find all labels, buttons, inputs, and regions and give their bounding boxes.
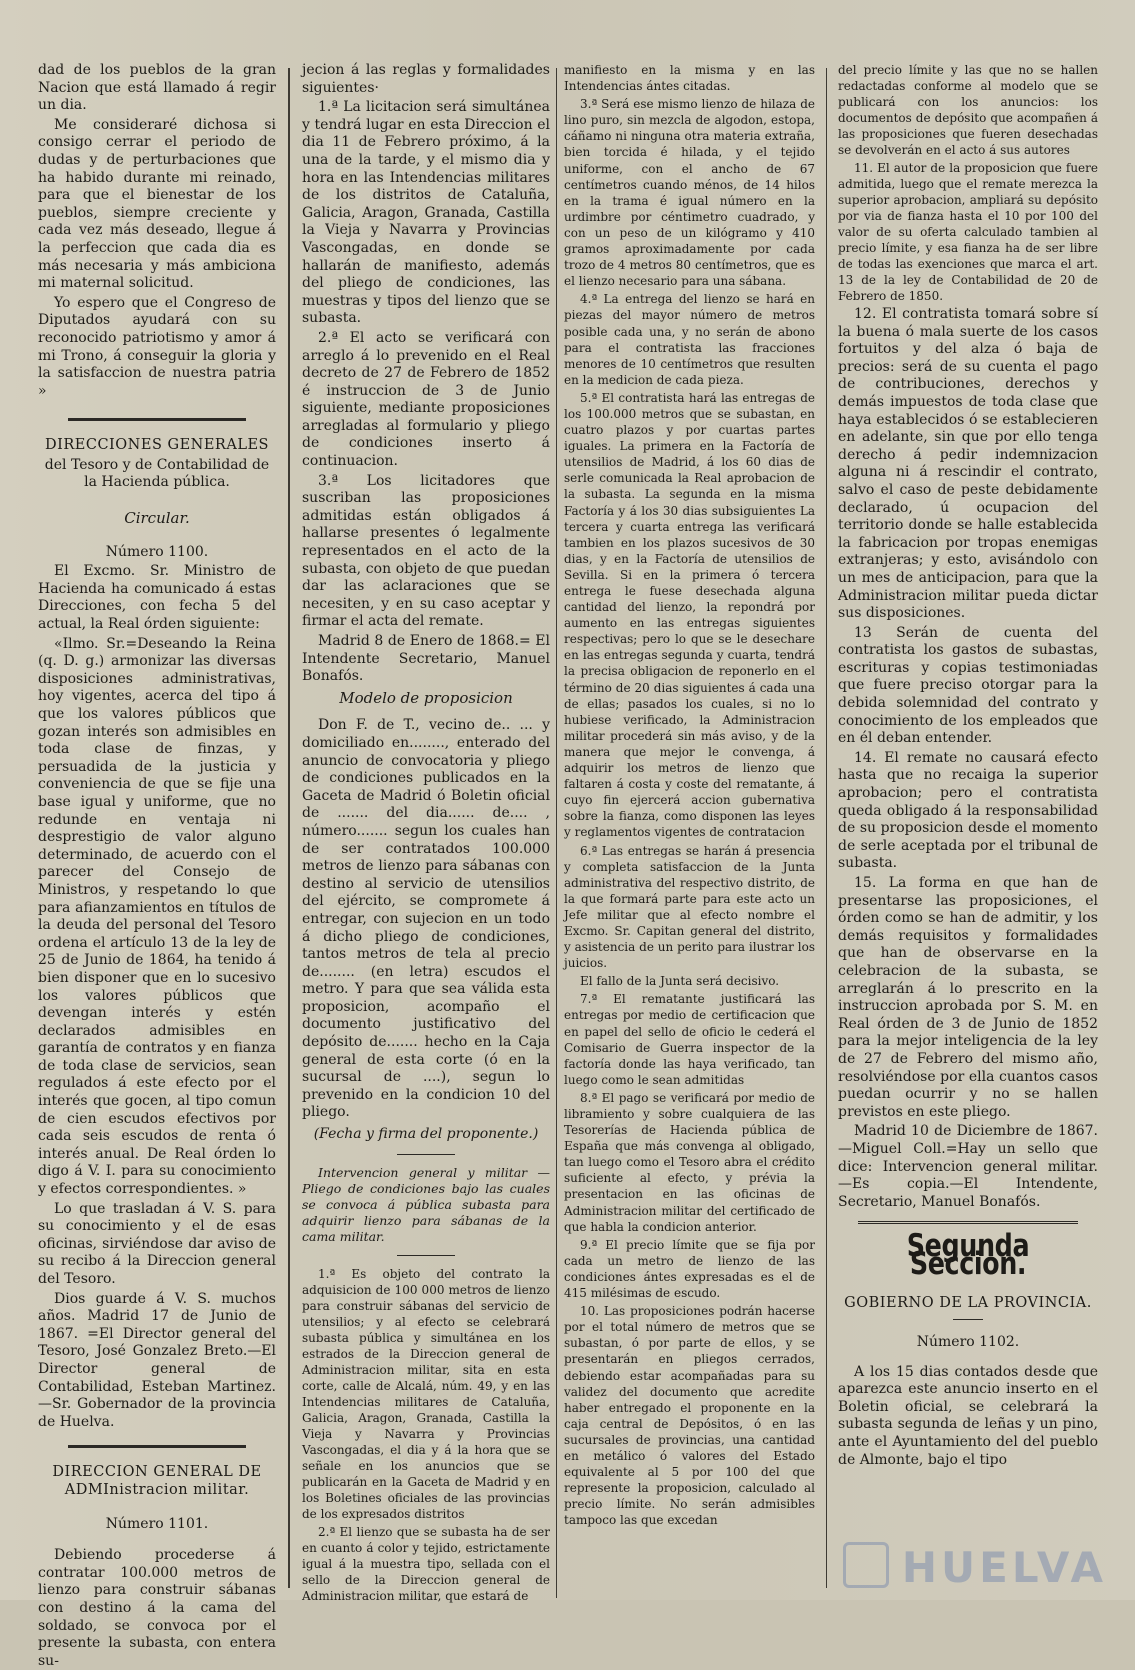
paragraph: 14. El remate no causará efecto hasta que no recaiga la superior aprobacion; pero el contratista queda obligado á la responsabilidad de su proposicion desde el momento de serle aceptada por el tribunal de subasta.: [838, 749, 1098, 872]
paragraph: 2.ª El acto se verificará con arreglo á lo prevenido en el Real decreto de 27 de Febrero de 1852 é instruccion de 3 de Junio siguiente, mediante proposiciones arregladas al formulario y pliego de condiciones inserto á continuacion.: [302, 329, 550, 470]
paragraph: Lo que trasladan á V. S. para su conocimiento y el de esas oficinas, sirviéndose dar aviso de su recibo á la Direccion general del Tesoro.: [38, 1200, 276, 1287]
column-4: [838, 62, 1098, 1592]
section-heading: GOBIERNO DE LA PROVINCIA.: [844, 1295, 1092, 1312]
section-heading: DIRECCION GENERAL DE ADMInistracion militar.: [52, 1464, 262, 1498]
paragraph: dad de los pueblos de la gran Nacion que está llamado á regir un dia.: [38, 62, 276, 114]
paragraph: 1.ª Es objeto del contrato la adquisicion de 100 000 metros de lienzo para construir sábanas del servicio de utensilios; y al efecto se celebrará subasta pública y simultánea en los estrados de la Direccion general de Administracion militar, sita en esta corte, calle de Alcalá, núm. 49, y en las Intendencias militares de Cataluña, Galicia, Aragon, Granada, Castilla la Vieja y Navarra y Provincias Vascongadas, el dia y á la hora que se señale en los anuncios que se publicarán en la Gaceta de Madrid y en los Boletines oficiales de las provincias de los expresados distritos: [302, 1266, 550, 1521]
column-divider: [826, 68, 827, 1588]
archive-logo-icon: [843, 1542, 889, 1588]
section-heading: DIRECCIONES GENERALES: [45, 437, 269, 454]
section-rule: [68, 418, 246, 421]
section-subheading: del Tesoro y de Contabilidad de la Hacienda pública.: [44, 456, 270, 491]
paragraph: A los 15 dias contados desde que aparezca este anuncio inserto en el Boletin oficial, se celebrará la subasta segunda de leñas y un pino, ante el Ayuntamiento del del pueblo de Almonte, bajo el tipo: [838, 1363, 1098, 1468]
paragraph: 9.ª El precio límite que se fija por cada un metro de lienzo de las condiciones ántes expresadas es el de 415 milésimas de escudo.: [564, 1237, 815, 1301]
paragraph: El Excmo. Sr. Ministro de Hacienda ha comunicado á estas Direcciones, con fecha 5 del actual, la Real órden siguiente:: [38, 563, 276, 633]
paragraph: 4.ª La entrega del lienzo se hará en piezas del mayor número de metros posible cada una, y no serán de abono para el contratista las fracciones menores de 10 centímetros que resulten en la medicion de cada pieza.: [564, 292, 815, 387]
paragraph: 5.ª El contratista hará las entregas de los 100.000 metros que se subastan, en cuatro plazos y por cuartas partes iguales. La primera en la Factoría de utensilios de Madrid, á los 60 dias de serle comunicada la Real aprobacion de la subasta. La segunda en la misma Factoría y á los 30 dias subsiguientes La tercera y cuarta entrega las verificará tambien en los plazos sucesivos de 30 dias, y en la Factoría de utensilios de Sevilla. Si en la primera ó tercera entrega le fuese desechada alguna cantidad del lienzo, la repondrá por aumento en las entregas siguientes respectivas; pero lo que se le desechare en las entregas segunda y cuarta, tendrá la precisa obligacion de reponerlo en el término de 20 dias siguientes á cada una de ellas; pasados los cuales, si no lo hubiese verificado, la Administracion militar procederá sin más aviso, y de la manera que mejor le convenga, á adquirir los metros de lienzo que faltaren á costa y coste del rematante, á cuyo fin ejercerá accion gubernativa sobre la fianza, como disponen las leyes y reglamentos vigentes de contratacion: [564, 390, 815, 840]
paragraph: 10. Las proposiciones podrán hacerse por el total número de metros que se subastan, ó por parte de ellos, y se presentarán en pliegos cerrados, debiendo estar acompañadas para su validez del documento que acredite haber entregado el proponente en la caja central de Depósitos, ó en las sucursales de provincias, una cantidad en metálico ó valores del Estado equivalente al 5 por 100 del que represente la proposicion, calculado al precio límite. No serán admisibles tampoco las que excedan: [564, 1304, 815, 1528]
signature-line: (Fecha y firma del proponente.): [313, 1126, 539, 1143]
paragraph: 8.ª El pago se verificará por medio de libramiento y sobre cualquiera de las Tesorerías de Hacienda pública de España que más convenga al obligado, tan luego como el Tesoro abra el crédito suficiente al efecto, y prévia la presentacion en las oficinas de Administracion militar del certificado de que habla la condicion anterior.: [564, 1090, 815, 1234]
divider: [397, 1255, 455, 1256]
paragraph: 1.ª La licitacion será simultánea y tendrá lugar en esta Direccion el dia 11 de Febrero próximo, á la una de la tarde, y el mismo dia y hora en las Intendencias militares de los distritos de Cataluña, Galicia, Aragon, Granada, Castilla la Vieja y Navarra y Provincias Vascongadas, en donde se hallarán de manifiesto, además del pliego de condiciones, las muestras y tipos del lienzo que se subasta.: [302, 99, 550, 327]
paragraph: 7.ª El rematante justificará las entregas por medio de certificacion que en papel del sello de oficio le cederá el Comisario de Guerra inspector de la factoría donde las haya verificado, tan luego como le sean admitidas: [564, 992, 815, 1087]
paragraph: Debiendo procederse á contratar 100.000 metros de lienzo para construir sábanas con destino á la cama del soldado, se convoca por el presente la subasta, con entera su-: [38, 1547, 276, 1669]
paragraph: 13 Serán de cuenta del contratista los gastos de subastas, escrituras y copias testimoniadas que fuere preciso otorgar para la debida solemnidad del contrato y conocimiento de los empleados que en él deban entender.: [838, 624, 1098, 747]
paragraph: 12. El contratista tomará sobre sí la buena ó mala suerte de los casos fortuitos y del alza ó baja de precios: será de su cuenta el pago de contribuciones, derechos y demás impuestos de toda clase que haya establecidos ó se establecieren en adelante, sin que por ello tenga derecho á pedir indemnizacion alguna ni á rescindir el contrato, salvo el caso de peste debidamente declarado, ú ocupacion del territorio donde se halle establecida la fabricacion por tropas enemigas extranjeras; y esto, avisándolo con un mes de anticipacion, para que la Administracion militar pueda dictar sus disposiciones.: [838, 306, 1098, 622]
paragraph: «Ilmo. Sr.=Deseando la Reina (q. D. g.) armonizar las diversas disposiciones administrativas, hoy vigentes, acerca del tipo á que los valores públicos que gozan interés son admisibles en toda clase de finzas, y persuadida de la justicia y conveniencia de que se fije una base igual y uniforme, que no redunde en ventaja ni desprestigio de valor alguno determinado, de acuerdo con el parecer del Consejo de Ministros, y respetando lo que para afianzamientos en títulos de la deuda del personal del Tesoro ordena el artículo 13 de la ley de 25 de Junio de 1864, ha tenido á bien disponer que en lo sucesivo los valores públicos que devengan interés y estén declarados admisibles en garantía de contratos y en fianza de toda clase de servicios, sean regulados á este efecto por el interés que gocen, al tipo comun de cien escudos efectivos por cada seis escudos de renta ó interés anual. De Real órden lo digo á V. I. para su conocimiento y efectos correspondientes. »: [38, 635, 276, 1198]
column-2: [302, 62, 550, 1603]
paragraph: 6.ª Las entregas se harán á presencia y completa satisfaccion de la Junta administrativa del respectivo distrito, de la que formará parte para este acto un Jefe militar que al efecto nombre el Excmo. Sr. Capitan general del distrito, y asistencia de un perito para ilustrar los juicios.: [564, 843, 815, 971]
issue-number: Número 1102.: [916, 1334, 1020, 1351]
section-title: Segunda Seccion.: [906, 1228, 1030, 1282]
model-heading: Modelo de proposicion: [339, 688, 513, 707]
archive-watermark: HUELVA: [901, 1543, 1107, 1592]
section-rule: [68, 1445, 246, 1448]
paragraph: 11. El autor de la proposicion que fuere admitida, luego que el remate merezca la superior aprobacion, ampliará su depósito por via de fianza hasta el 10 por 100 del valor de su oferta calculado tambien al precio límite, y esa fianza ha de ser libre de todas las exenciones que marca el art. 13 de la ley de Contabilidad de 20 de Febrero de 1850.: [838, 161, 1098, 303]
paragraph: Don F. de T., vecino de.. ... y domiciliado en........, enterado del anuncio de convocatoria y pliego de condiciones publicados en la Gaceta de Madrid ó Boletin oficial de ....... del dia...... de.... , número....... segun los cuales han de ser contratados 100.000 metros de lienzo para sábanas con destino al servicio de utensilios del ejército, se compromete á entregar, con sujecion en un todo á dicho pliego de condiciones, tantos metros de tela al precio de........ (en letra) escudos el metro. Y para que sea válida esta proposicion, acompaño el documento justificativo del depósito de....... hecho en la Caja general de esta corte (ó en la sucursal de ....), segun lo prevenido en la condicion 10 del pliego.: [302, 717, 550, 1121]
paragraph: del precio límite y las que no se hallen redactadas conforme al modelo que se publicará con los anuncios: los documentos de depósito que acompañen á las proposiciones que fueren desechadas se devolverán en el acto á sus autores: [838, 63, 1098, 157]
issue-number: Número 1101.: [105, 1515, 209, 1532]
column-divider: [288, 68, 290, 1588]
paragraph: manifiesto en la misma y en las Intendencias ántes citadas.: [564, 63, 815, 94]
divider: [397, 1154, 455, 1155]
paragraph: 3.ª Los licitadores que suscriban las proposiciones admitidas están obligados á hallarse presentes ó legalmente representados en el acto de la subasta, con objeto de que puedan dar las aclaraciones que se necesiten, y en su caso aceptar y firmar el acta del remate.: [302, 472, 550, 630]
paragraph: jecion á las reglas y formalidades siguientes·: [302, 62, 550, 96]
paragraph: Madrid 10 de Diciembre de 1867. —Miguel Coll.=Hay un sello que dice: Intervencion general militar. —Es copia.—El Intendente, Secretario, Manuel Bonafós.: [838, 1123, 1098, 1210]
paragraph: El fallo de la Junta será decisivo.: [580, 974, 780, 989]
paragraph: Me consideraré dichosa si consigo cerrar el periodo de dudas y de perturbaciones que ha habido durante mi reinado, para que el bienestar de los pueblos, siempre creciente y cada vez más deseado, llegue á la perfeccion que cada dia es más necesaria y más ambiciona mi maternal solicitud.: [38, 116, 276, 292]
column-3: [564, 62, 815, 1592]
column-1: [38, 62, 276, 1669]
paragraph: Intervencion general y militar —Pliego de condiciones bajo las cuales se convoca á pública subasta para adquirir lienzo para sábanas de la cama militar.: [302, 1164, 550, 1244]
column-divider: [556, 68, 557, 1598]
divider: [953, 1319, 983, 1320]
paragraph: 15. La forma en que han de presentarse las proposiciones, el órden como se han de admitir, y los demás requisitos y formalidades que han de observarse en la celebracion de la subasta, se arreglarán á lo prescrito en la instruccion aprobada por S. M. en Real órden de 3 de Junio de 1852 para la mejor inteligencia de la ley de 27 de Febrero del mismo año, resolviéndose por ella cuantos casos puedan ocurrir y no se hallen previstos en este pliego.: [838, 875, 1098, 1120]
paragraph: 2.ª El lienzo que se subasta ha de ser en cuanto á color y tejido, estrictamente igual á la muestra tipo, sellada con el sello de la Direccion general de Administracion militar, que estará de: [302, 1524, 550, 1603]
section-rule: [858, 1221, 1078, 1224]
paragraph: 3.ª Será ese mismo lienzo de hilaza de lino puro, sin mezcla de algodon, estopa, cáñamo ni ninguna otra materia extraña, bien torcida é hilada, y el tejido uniforme, con el ancho de 67 centímetros cuando ménos, de 14 hilos en la trama é igual número en la urdimbre por céntimetro cuadrado, y con un peso de un kilógramo y 410 gramos aproximadamente por cada trozo de 4 metros 80 centímetros, que es el lienzo necesario para una sábana.: [564, 97, 815, 289]
paragraph: Yo espero que el Congreso de Diputados ayudará con su reconocido patriotismo y amor á mi Trono, á conseguir la gloria y la satisfaccion de nuestra patria »: [38, 294, 276, 399]
paragraph: Madrid 8 de Enero de 1868.= El Intendente Secretario, Manuel Bonafós.: [302, 633, 550, 685]
issue-number: Número 1100.: [105, 543, 209, 560]
circular-label: Circular.: [124, 509, 190, 528]
paragraph: Dios guarde á V. S. muchos años. Madrid 17 de Junio de 1867. =El Director general del Tesoro, José Gonzalez Breto.—El Director general de Contabilidad, Esteban Martinez.—Sr. Gobernador de la provincia de Huelva.: [38, 1290, 276, 1430]
